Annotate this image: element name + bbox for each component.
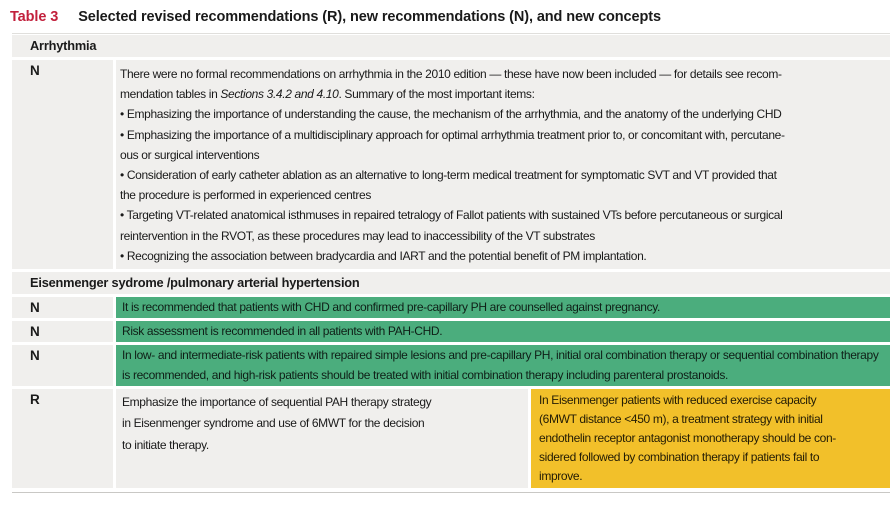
text-line: in Eisenmenger syndrome and use of 6MWT for the decision [122, 416, 425, 431]
recommendation-code: N [12, 345, 113, 385]
recommendations-table [12, 33, 890, 493]
recommendation-code: R [12, 389, 113, 488]
text-line: ous or surgical interventions [120, 147, 260, 162]
recommendation-code: N [12, 297, 113, 318]
section-row-arrhythmia [12, 35, 890, 57]
revised-recommendation-text-cell [116, 389, 528, 488]
text-line: the procedure is performed in experienced centres [120, 188, 371, 203]
bullet-line: • Consideration of early catheter ablation as an alternative to long-term medical treatment for symptomatic SVT and VT provided that [120, 168, 777, 183]
text-line: Emphasize the importance of sequential PAH therapy strategy [122, 394, 432, 409]
recommendation-code: N [12, 321, 113, 342]
section-row-eisenmenger [12, 272, 890, 294]
text-segment: . Summary of the most important items: [338, 87, 535, 102]
text-line: There were no formal recommendations on arrhythmia in the 2010 edition — these have now been included — for details see recom- [120, 67, 782, 81]
section-header-eisenmenger: Eisenmenger sydrome /pulmonary arterial hypertension [12, 272, 890, 294]
text-line: endothelin receptor antagonist monotherapy should be con- [539, 430, 836, 445]
green-highlight-cell: Risk assessment is recommended in all patients with PAH-CHD. [116, 321, 890, 342]
bullet-line: • Emphasizing the importance of understanding the cause, the mechanism of the arrhythmia, and the anatomy of the underlying CHD [120, 107, 782, 122]
text-line: to initiate therapy. [122, 437, 209, 452]
table-caption [0, 0, 895, 25]
table-row-eisenmenger-r [12, 389, 890, 488]
yellow-highlight-cell [531, 389, 890, 488]
text-line: In Eisenmenger patients with reduced exercise capacity [539, 392, 817, 407]
table-title: Selected revised recommendations (R), new recommendations (N), and new concepts [78, 9, 661, 25]
table-number: Table 3 [10, 9, 59, 25]
recommendation-code: N [12, 60, 113, 269]
table-row-eisenmenger-n2 [12, 321, 890, 342]
bullet-line: • Recognizing the association between bradycardia and IART and the potential benefit of PM implantation. [120, 248, 647, 263]
green-highlight-cell: In low- and intermediate-risk patients with repaired simple lesions and pre-capillary PH, initial oral combination therapy or sequential combination therapy is recommended, and high-risk patients should be treated with initial combination therapy including parenteral prostanoids. [116, 345, 890, 385]
text-segment: mendation tables in [120, 87, 221, 102]
text-line: improve. [539, 468, 583, 483]
section-reference: Sections 3.4.2 and 4.10 [220, 87, 339, 102]
table-row-eisenmenger-n3 [12, 345, 890, 385]
text-line [120, 84, 886, 104]
recommendation-text-cell [116, 60, 890, 269]
section-header-arrhythmia: Arrhythmia [12, 35, 890, 57]
bullet-line: • Emphasizing the importance of a multidisciplinary approach for optimal arrhythmia treatment prior to, or concomitant with, percutane- [120, 127, 785, 142]
text-line: sidered followed by combination therapy if patients fail to [539, 449, 820, 464]
text-line: (6MWT distance <450 m), a treatment strategy with initial [539, 411, 823, 426]
table-row-arrhythmia-n [12, 60, 890, 269]
table-row-eisenmenger-n1 [12, 297, 890, 318]
green-highlight-cell: It is recommended that patients with CHD and confirmed pre-capillary PH are counselled against pregnancy. [116, 297, 890, 318]
text-line: reintervention in the RVOT, as these procedures may lead to inaccessibility of the VT substrates [120, 228, 595, 243]
bullet-line: • Targeting VT-related anatomical isthmuses in repaired tetralogy of Fallot patients with sustained VTs before percutaneous or surgical [120, 208, 783, 223]
